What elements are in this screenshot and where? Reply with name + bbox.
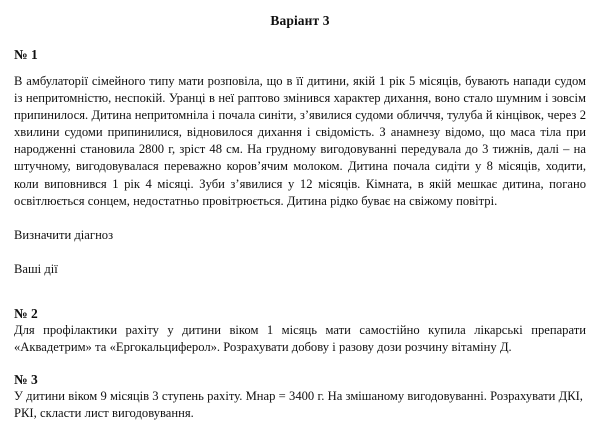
prompt-your-actions: Ваші дії xyxy=(14,261,58,276)
page-title: Варіант 3 xyxy=(270,13,330,28)
task-block-2 xyxy=(0,306,600,356)
task-body-3: У дитини віком 9 місяців 3 ступень рахіту. Мнар = 3400 г. На змішаному вигодовуванні. Розрахувати ДКІ, РКІ, скласти лист вигодовування. xyxy=(14,389,583,421)
prompt-determine-diagnosis: Визначити діагноз xyxy=(14,227,114,242)
task-number-2: № 2 xyxy=(14,305,38,321)
document-page xyxy=(0,13,600,424)
task-body-2: Для профілактики рахіту у дитини віком 1 місяць мати самостійно купила лікарські препарати «Аквадетрим» та «Ергокальциферол». Розрахувати добову і разову дози розчину вітаміну Д. xyxy=(14,322,586,355)
task-block-3 xyxy=(0,372,600,422)
task-number-1: № 1 xyxy=(14,47,38,62)
task-number-3: № 3 xyxy=(14,372,38,388)
task-body-1: В амбулаторії сімейного типу мати розповіла, що в її дитини, якій 1 рік 5 місяців, бувають напади судом із непритомністю, неспокій. Уранці в неї раптово змінився характер дихання, воно стало шумним і зовсім припинилося. Дитина непритомніла і почала синіти, з’явилися судоми обличчя, тулуба й кінцівок, через 2 хвилини судоми припинилися, відновилося дихання і свідомість. З анамнезу відомо, що маса тіла при народженні становила 2800 г, зріст 48 см. На грудному вигодовуванні передувала до 3 тижнів, далі – на штучному, вигодовувалася переважно коров’ячим молоком. Дитина почала сидіти у 8 місяців, ходити, коли виповнився 1 рік 4 місяці. Зуби з’явилися у 12 місяців. Кімната, в якій мешкає дитина, погано освітлюється сонцем, недостатньо провітрюється. Дитина рідко буває на свіжому повітрі. xyxy=(14,74,586,208)
task-block-1 xyxy=(0,47,600,278)
